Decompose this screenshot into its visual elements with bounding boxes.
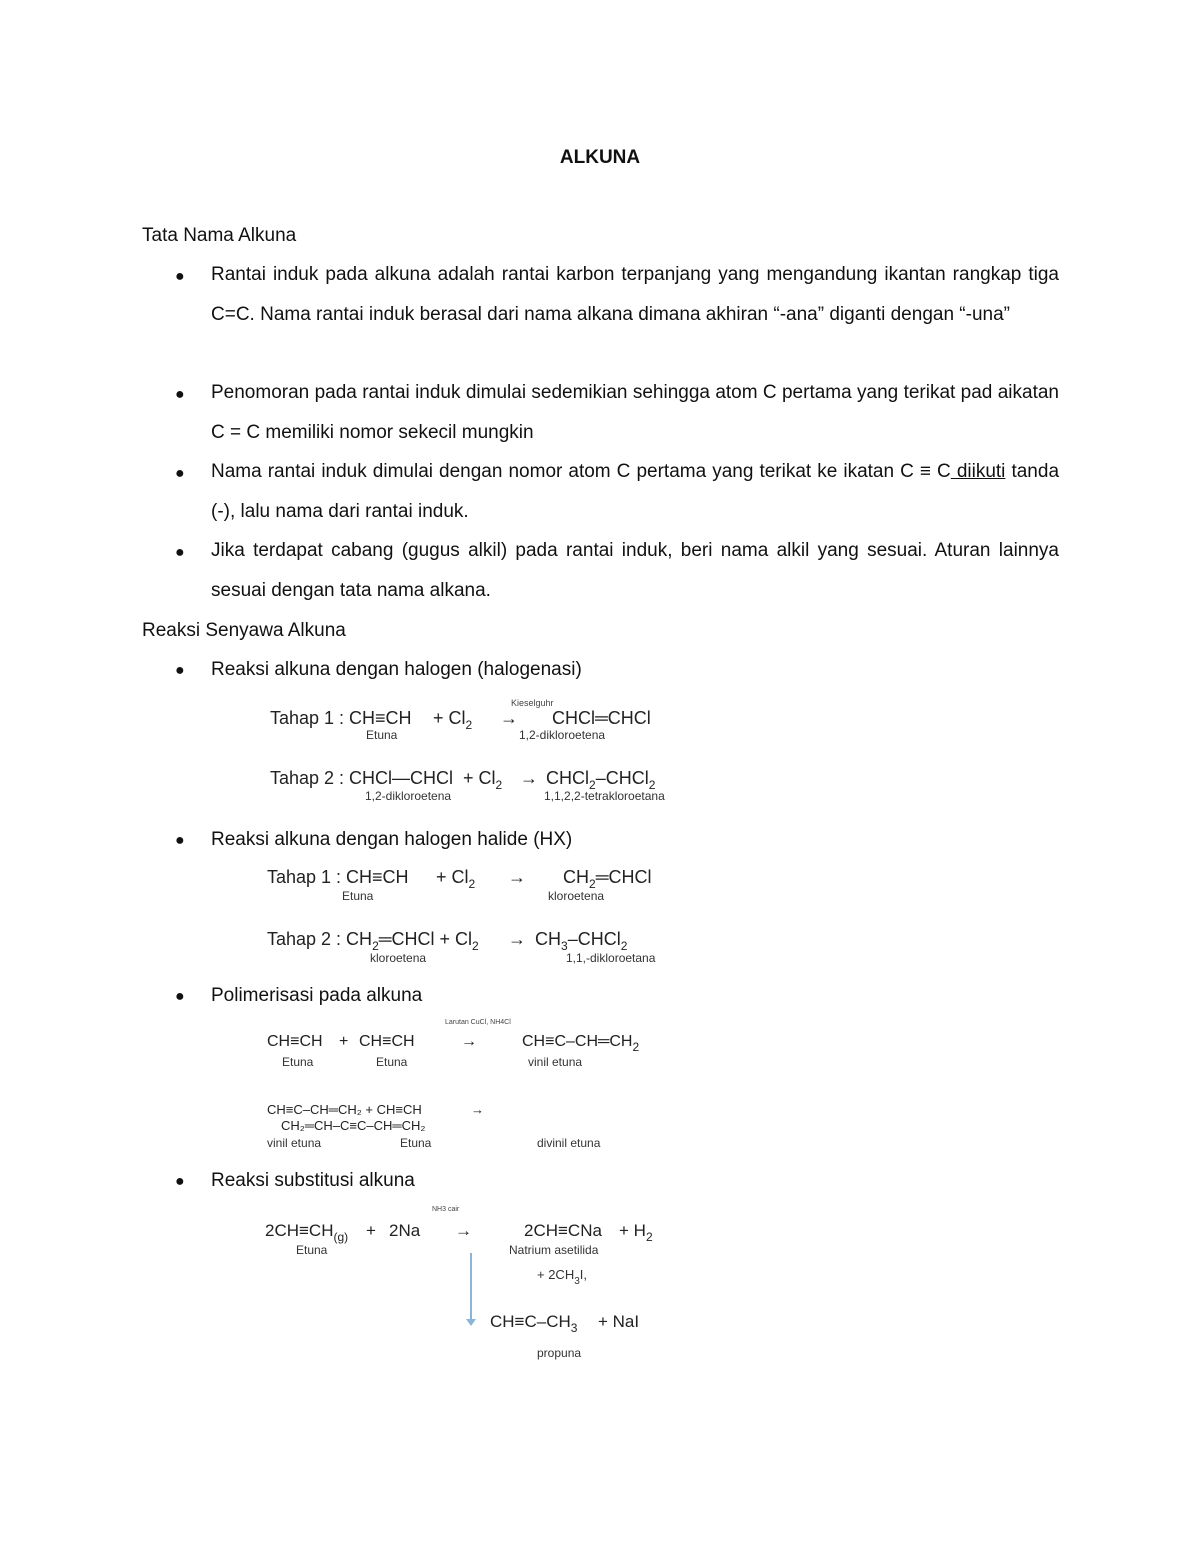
plus-sign: +: [366, 1221, 376, 1240]
reagent-part: + 2CH: [537, 1267, 575, 1282]
equation-prefix: [267, 929, 479, 953]
product-part: CHCl: [546, 768, 589, 788]
compound-name: 1,1,-dikloroetana: [566, 951, 656, 965]
bullet-text-3-main: Nama rantai induk dimulai dengan nomor atom C pertama yang terikat ke ikatan C ≡ C: [211, 461, 951, 482]
subscript: 3: [561, 939, 568, 953]
reagent-label: [537, 1267, 588, 1287]
bullet-text-3-tail: tanda (-), lalu nama dari rantai induk.: [211, 461, 1060, 522]
compound-name: divinil etuna: [537, 1136, 601, 1150]
equation-product: [619, 1221, 653, 1244]
compound-name: vinil etuna: [267, 1136, 322, 1150]
reaction-arrow: →: [508, 867, 526, 887]
compound-name: Natrium asetilida: [509, 1243, 599, 1257]
section-heading-reaksi: Reaksi Senyawa Alkuna: [142, 620, 346, 641]
reactant: [265, 1221, 349, 1244]
subscript: 3: [574, 1276, 580, 1287]
bullet-text-1: Rantai induk pada alkuna adalah rantai karbon terpanjang yang mengandung ikantan rangkap tiga C=C. Nama rantai induk berasal dari nama alkana dimana akhiran “-ana” diganti dengan “-una”: [211, 264, 1059, 325]
compound-name: 1,1,2,2-tetrakloroetana: [544, 789, 665, 803]
equation-product: 2CH≡CNa: [524, 1221, 602, 1240]
subscript: 2: [495, 778, 503, 792]
equation-product: [546, 768, 656, 792]
page-title: ALKUNA: [559, 147, 641, 168]
compound-name: propuna: [537, 1346, 582, 1360]
reagent-part: I,: [579, 1267, 588, 1282]
subscript: 3: [570, 1321, 578, 1335]
compound-name: Etuna: [296, 1243, 328, 1257]
subscript: 2: [465, 718, 473, 732]
subscript: 2: [645, 1230, 653, 1244]
compound-name: kloroetena: [370, 951, 427, 965]
bullet-text-4: Jika terdapat cabang (gugus alkil) pada rantai induk, beri nama alkil yang sesuai. Aturan lainnya sesuai dengan tata nama alkana.: [211, 540, 1059, 601]
subscript: 2: [468, 877, 476, 891]
bullet-dot: ●: [175, 662, 185, 679]
catalyst-label: NH3 cair: [432, 1206, 460, 1213]
equation-line: CH₂═CH–C≡C–CH═CH₂: [281, 1118, 426, 1133]
reactant-part: 2CH≡CH: [265, 1221, 334, 1240]
equation-prefix: Tahap 2 : CHCl—CHCl: [270, 768, 454, 788]
product-part: –CHCl: [595, 768, 649, 788]
subscript: 2: [648, 778, 656, 792]
down-arrow-icon: [466, 1319, 476, 1326]
reaction-arrow: →: [500, 708, 518, 728]
reaction-arrow: →: [471, 1102, 484, 1117]
equation-line: CH≡C–CH═CH₂ + CH≡CH: [267, 1102, 422, 1117]
subscript: 2: [589, 877, 596, 891]
subscript: 2: [620, 939, 628, 953]
reagent-text: + Cl: [436, 867, 469, 887]
bullet-text-3-underlined: diikuti: [950, 461, 1006, 482]
prefix-part: ═CHCl + Cl: [378, 929, 473, 949]
equation-product: CHCl═CHCl: [552, 708, 651, 728]
product-part: ═CHCl: [595, 867, 652, 887]
bullet-text-3: [211, 452, 1059, 531]
reaction-label-halogenasi: Reaksi alkuna dengan halogen (halogenasi): [211, 659, 582, 680]
subscript: 2: [589, 778, 596, 792]
subscript: 2: [632, 1040, 640, 1054]
section-heading-tata-nama: Tata Nama Alkuna: [142, 225, 297, 246]
compound-name: Etuna: [282, 1055, 314, 1069]
subscript: 2: [372, 939, 379, 953]
subscript: (g): [333, 1230, 349, 1244]
reaction-label-substitusi: Reaksi substitusi alkuna: [211, 1170, 415, 1191]
reactant: 2Na: [389, 1221, 421, 1240]
compound-name: Etuna: [376, 1055, 408, 1069]
bullet-text-2: Penomoran pada rantai induk dimulai sedemikian sehingga atom C pertama yang terikat pad aikatan C = C memiliki nomor sekecil mungkin: [211, 382, 1059, 443]
reaction-arrow: →: [520, 768, 538, 788]
reactant: CH≡CH: [267, 1033, 323, 1050]
equation-product: [535, 929, 628, 953]
bullet-dot: ●: [175, 544, 185, 561]
bullet-dot: ●: [175, 1173, 185, 1190]
reactant: CH≡CH: [359, 1033, 415, 1050]
compound-name: 1,2-dikloroetena: [365, 789, 452, 803]
compound-name: kloroetena: [548, 889, 605, 903]
equation-reagent: [436, 867, 476, 891]
compound-name: Etuna: [366, 728, 398, 742]
equation-prefix: Tahap 1 : CH≡CH: [267, 867, 409, 887]
compound-name: 1,2-dikloroetena: [519, 728, 606, 742]
product-part: –CHCl: [567, 929, 621, 949]
equation-product: [490, 1312, 578, 1335]
reaction-label-hx: Reaksi alkuna dengan halogen halide (HX): [211, 829, 573, 850]
compound-name: Etuna: [342, 889, 374, 903]
product-part: CH: [563, 867, 589, 887]
equation-reagent: [433, 708, 473, 732]
catalyst-label: Kieselguhr: [511, 698, 554, 708]
equation-product: [563, 867, 652, 891]
product-part: CH: [535, 929, 561, 949]
subscript: 2: [472, 939, 479, 953]
reagent-text: + Cl: [433, 708, 466, 728]
catalyst-label: Larutan CuCl, NH4Cl: [445, 1019, 511, 1026]
bullet-dot: ●: [175, 988, 185, 1005]
reaction-arrow: →: [461, 1033, 477, 1050]
bullet-dot: ●: [175, 832, 185, 849]
reaction-arrow: →: [508, 929, 526, 949]
equation-prefix: Tahap 1 : CH≡CH: [270, 708, 412, 728]
equation-product: + NaI: [598, 1312, 640, 1331]
product-part: CH≡C–CH: [490, 1312, 571, 1331]
product-part: + H: [619, 1221, 646, 1240]
reaction-arrow: →: [455, 1221, 472, 1240]
equation-reagent: [463, 768, 503, 792]
bullet-dot: ●: [175, 386, 185, 403]
product-part: CH≡C–CH═CH: [522, 1033, 633, 1050]
reagent-text: + Cl: [463, 768, 496, 788]
reaction-label-polimerisasi: Polimerisasi pada alkuna: [211, 985, 423, 1006]
bullet-dot: ●: [175, 268, 185, 285]
prefix-part: Tahap 2 : CH: [267, 929, 373, 949]
equation-product: [522, 1033, 640, 1054]
bullet-dot: ●: [175, 465, 185, 482]
down-arrow-line: [470, 1253, 472, 1323]
plus-sign: +: [339, 1033, 349, 1050]
compound-name: vinil etuna: [528, 1055, 583, 1069]
compound-name: Etuna: [400, 1136, 432, 1150]
